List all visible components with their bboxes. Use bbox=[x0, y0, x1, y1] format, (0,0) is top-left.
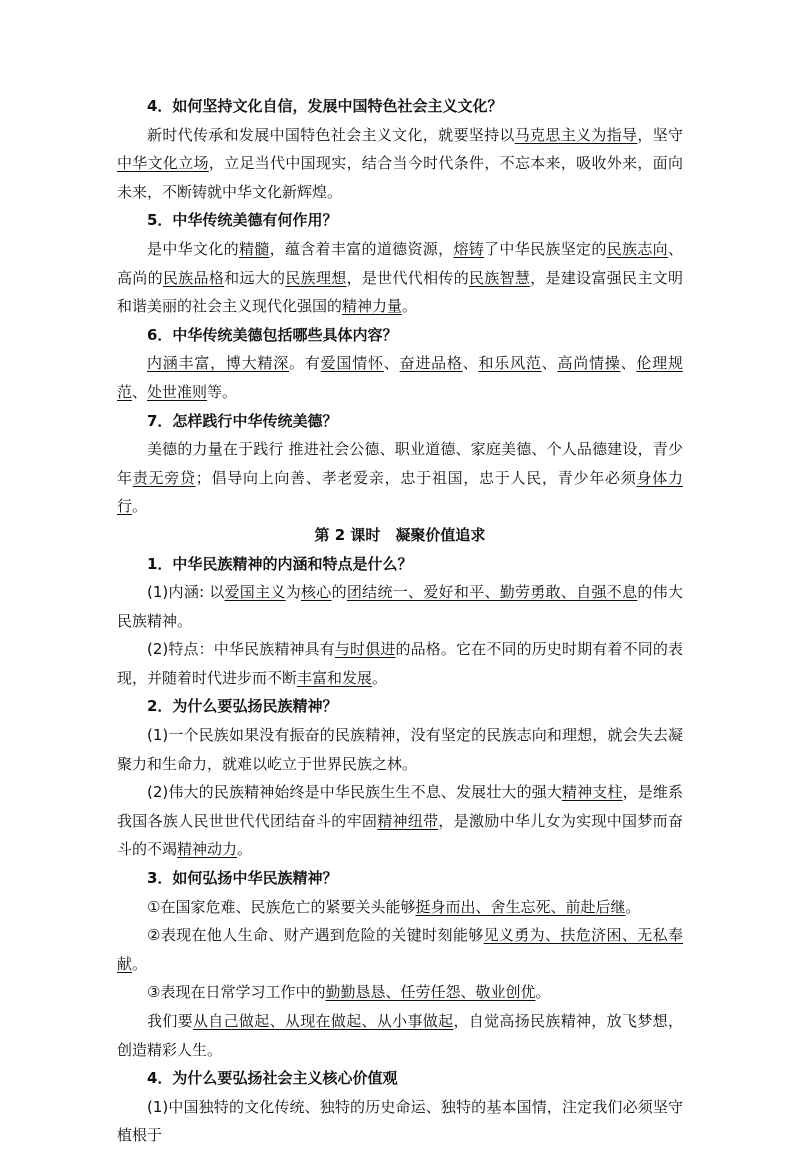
underlined-keyword: 和乐风范 bbox=[478, 354, 542, 373]
text-run: 了中华民族坚定的 bbox=[484, 239, 607, 258]
underlined-keyword: 处世准则 bbox=[147, 382, 208, 401]
underlined-keyword: 核心 bbox=[300, 583, 332, 602]
underlined-keyword: 挺身而出、舍生忘死、前赴后继 bbox=[415, 897, 626, 916]
text-run: 是中华文化的 bbox=[147, 239, 239, 258]
document-body bbox=[117, 92, 683, 1150]
underlined-keyword: 见义勇为、扶危济困、无私奉献 bbox=[117, 926, 683, 973]
text-run: ，是世代代相传的 bbox=[346, 268, 469, 287]
text-run: 3．如何弘扬中华民族精神？ bbox=[147, 869, 338, 888]
text-run: (1)中国独特的文化传统、独特的历史命运、独特的基本国情，注定我们必须坚守植根于 bbox=[117, 1097, 683, 1145]
underlined-keyword: 内涵丰富，博大精深 bbox=[147, 354, 290, 373]
text-run: 美德的力量在于践行 推进社会公德、职业道德、家庭美德、个人品德建设，青少年 bbox=[117, 440, 683, 487]
text-run: 第 2 课时 凝聚价值追求 bbox=[314, 525, 486, 544]
text-run: ，立足当代中国现实，结合当今时代条件，不忘本来，吸收外来，面向未来，不断铸就中华文化新辉煌。 bbox=[117, 154, 683, 201]
text-run: 。 bbox=[625, 897, 641, 916]
underlined-keyword: 身体力行 bbox=[117, 468, 683, 516]
underlined-keyword: 民族理想 bbox=[285, 268, 347, 287]
text-run: 2．为什么要弘扬民族精神？ bbox=[147, 697, 338, 716]
answer-paragraph bbox=[117, 235, 683, 321]
answer-paragraph bbox=[117, 1007, 683, 1064]
text-run: ，蕴含着丰富的道德资源， bbox=[269, 239, 454, 258]
text-run: 5．中华传统美德有何作用？ bbox=[147, 211, 338, 230]
text-run: 6．中华传统美德包括哪些具体内容？ bbox=[147, 325, 398, 344]
section-title bbox=[117, 521, 683, 550]
answer-paragraph bbox=[117, 721, 683, 778]
text-run: 4．为什么要弘扬社会主义核心价值观 bbox=[147, 1069, 398, 1088]
underlined-keyword: 民族智慧 bbox=[469, 268, 531, 287]
text-run: 、高尚的 bbox=[117, 239, 683, 287]
answer-paragraph bbox=[117, 435, 683, 521]
text-run: 的伟大民族精神。 bbox=[117, 583, 683, 630]
text-run: 。有 bbox=[289, 354, 321, 373]
question-heading bbox=[117, 864, 683, 893]
answer-paragraph bbox=[117, 893, 683, 922]
underlined-keyword: 高尚情操 bbox=[557, 354, 621, 373]
underlined-keyword: 与时俱进 bbox=[334, 640, 396, 659]
question-heading bbox=[117, 321, 683, 350]
underlined-keyword: 精髓 bbox=[238, 239, 270, 258]
text-run: 。 bbox=[132, 954, 148, 973]
question-heading bbox=[117, 1064, 683, 1093]
question-heading bbox=[117, 92, 683, 121]
underlined-keyword: 精神纽带 bbox=[377, 811, 439, 830]
underlined-keyword: 中华文化立场 bbox=[117, 154, 209, 173]
answer-paragraph bbox=[117, 635, 683, 692]
text-run: 和远大的 bbox=[224, 268, 286, 287]
text-run: ；倡导向上向善、孝老爱亲，忠于祖国，忠于人民，青少年必须 bbox=[195, 468, 637, 487]
answer-paragraph bbox=[117, 349, 683, 406]
underlined-keyword: 从自己做起、从现在做起、从小事做起 bbox=[192, 1012, 454, 1030]
question-heading bbox=[117, 692, 683, 721]
question-heading bbox=[117, 407, 683, 436]
underlined-keyword: 伦理规范 bbox=[117, 354, 683, 401]
text-run: 我们要 bbox=[147, 1012, 193, 1030]
text-run: ，坚守 bbox=[637, 125, 683, 144]
text-run: ②表现在他人生命、财产遇到危险的关键时刻能够 bbox=[147, 926, 484, 945]
underlined-keyword: 熔铸 bbox=[453, 239, 485, 258]
underlined-keyword: 爱国主义 bbox=[224, 583, 286, 602]
text-run: ③表现在日常学习工作中的 bbox=[147, 983, 326, 1002]
text-run: 1．中华民族精神的内涵和特点是什么？ bbox=[147, 554, 413, 573]
answer-paragraph bbox=[117, 778, 683, 864]
text-run: ，是维系我国各族人民世世代代团结奋斗的牢固 bbox=[117, 783, 683, 830]
text-run: (1)内涵: 以 bbox=[147, 583, 225, 602]
text-run: 。 bbox=[535, 983, 551, 1002]
text-run: 、 bbox=[383, 354, 400, 373]
text-run: (2)伟大的民族精神始终是中华民族生生不息、发展壮大的强大 bbox=[147, 783, 562, 802]
text-run: (1)一个民族如果没有振奋的民族精神，没有坚定的民族志向和理想，就会失去凝聚力和生命力，就难以屹立于世界民族之林。 bbox=[117, 726, 683, 773]
underlined-keyword: 团结统一、爱好和平、勤劳勇敢、自强不息 bbox=[346, 583, 638, 602]
text-run: 新时代传承和发展中国特色社会主义文化，就要坚持以 bbox=[147, 125, 515, 144]
underlined-keyword: 丰富和发展 bbox=[297, 668, 373, 687]
text-run: ，自觉高扬民族精神，放飞梦想，创造精彩人生。 bbox=[117, 1012, 683, 1059]
text-run: 的品格。它在不同的历史时期有着不同的表现，并随着时代进步而不断 bbox=[117, 640, 683, 687]
text-run: ，是激励中华儿女为实现中国梦而奋斗的不竭 bbox=[117, 811, 683, 859]
text-run: 。 bbox=[132, 497, 148, 516]
answer-paragraph bbox=[117, 921, 683, 978]
question-heading bbox=[117, 206, 683, 235]
underlined-keyword: 马克思主义为指导 bbox=[514, 125, 638, 144]
underlined-keyword: 奋进品格 bbox=[399, 354, 463, 373]
text-run: 、 bbox=[541, 354, 558, 373]
text-run: 、 bbox=[132, 382, 148, 401]
text-run: 。 bbox=[402, 297, 418, 316]
text-run: 为 bbox=[285, 583, 301, 602]
answer-paragraph bbox=[117, 978, 683, 1007]
underlined-keyword: 精神力量 bbox=[342, 297, 403, 316]
text-run: 。 bbox=[372, 668, 388, 687]
underlined-keyword: 勤勤恳恳、任劳任怨、敬业创优 bbox=[325, 983, 536, 1002]
underlined-keyword: 民族品格 bbox=[162, 268, 225, 287]
text-run: 的 bbox=[331, 583, 347, 602]
text-run: 。 bbox=[237, 840, 253, 859]
underlined-keyword: 民族志向 bbox=[606, 239, 668, 258]
answer-paragraph bbox=[117, 1093, 683, 1150]
text-run: ①在国家危难、民族危亡的紧要关头能够 bbox=[147, 897, 416, 916]
text-run: 7．怎样践行中华传统美德？ bbox=[147, 411, 338, 430]
text-run: 4．如何坚持文化自信，发展中国特色社会主义文化？ bbox=[147, 97, 503, 115]
underlined-keyword: 责无旁贷 bbox=[132, 468, 196, 487]
text-run: 、 bbox=[620, 354, 637, 373]
question-heading bbox=[117, 550, 683, 579]
answer-paragraph bbox=[117, 578, 683, 635]
underlined-keyword: 爱国情怀 bbox=[320, 354, 384, 373]
text-run: (2)特点：中华民族精神具有 bbox=[147, 640, 335, 659]
answer-paragraph bbox=[117, 121, 683, 207]
text-run: 、 bbox=[462, 354, 479, 373]
text-run: ，是建设富强民主文明和谐美丽的社会主义现代化强国的 bbox=[117, 268, 683, 316]
underlined-keyword: 精神支柱 bbox=[562, 783, 623, 802]
underlined-keyword: 精神动力 bbox=[177, 840, 238, 859]
text-run: 等。 bbox=[207, 382, 238, 401]
